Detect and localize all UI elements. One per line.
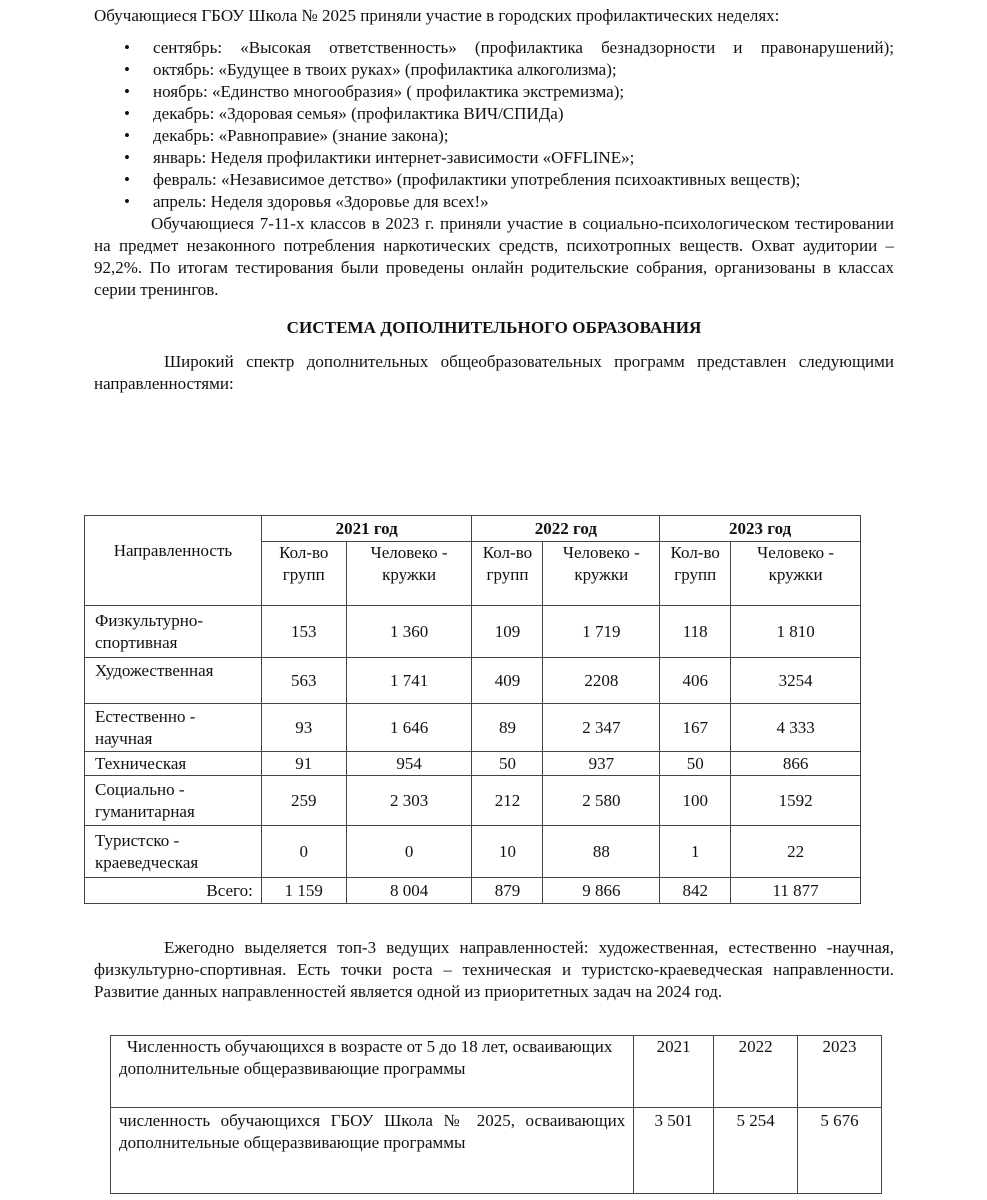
table-row: Техническая 91 954 50 937 50 866 [85, 752, 861, 776]
students-count-table [110, 1035, 882, 1194]
total-row: Всего: 1 159 8 004 879 9 866 842 11 877 [85, 878, 861, 904]
header-direction: Направленность [85, 516, 262, 606]
top3-paragraph: Ежегодно выделяется топ-3 ведущих направленностей: художественная, естественно -научная, физкультурно-спортивная. Есть точки роста – техническая и туристско-краеведческая направленности. Развитие данных направленностей является одной из приоритетных задач на 2024 год. [94, 938, 894, 1001]
bullet-icon: • [124, 148, 130, 167]
year-header: 2022 [714, 1036, 798, 1108]
year-header: 2023 [798, 1036, 882, 1108]
list-item: • октябрь: «Будущее в твоих руках» (профилактика алкоголизма); [124, 60, 617, 79]
col-people-header: Человеко - кружки [731, 542, 861, 606]
list-item: • февраль: «Независимое детство» (профилактики употребления психоактивных веществ); [124, 170, 801, 189]
year-header: 2022 год [472, 516, 660, 542]
list-item: • декабрь: «Равноправие» (знание закона); [124, 126, 449, 145]
col-people-header: Человеко - кружки [346, 542, 472, 606]
row-name: Физкультурно-спортивная [85, 606, 262, 658]
list-item: • январь: Неделя профилактики интернет-зависимости «OFFLINE»; [124, 148, 635, 167]
table-row: Физкультурно-спортивная 153 1 360 109 1 719 118 1 810 [85, 606, 861, 658]
col-groups-header: Кол-во групп [472, 542, 543, 606]
total-label: Всего: [85, 878, 262, 904]
bullet-icon: • [124, 192, 130, 211]
count-row-label: численность обучающихся ГБОУ Школа № 2025, осваивающих дополнительные общеразвивающие программы [111, 1108, 634, 1194]
count-header-label: Численность обучающихся в возрасте от 5 до 18 лет, осваивающих дополнительные общеразвивающие программы [111, 1036, 634, 1108]
bullet-icon: • [124, 170, 130, 189]
prevention-weeks-list [94, 37, 894, 213]
row-name: Техническая [85, 752, 262, 776]
col-groups-header: Кол-во групп [261, 542, 346, 606]
table-row: Художественная 563 1 741 409 2208 406 3254 [85, 658, 861, 704]
testing-paragraph: Обучающиеся 7-11-х классов в 2023 г. приняли участие в социально-психологическом тестировании на предмет незаконного потребления наркотических средств, психотропных веществ. Охват аудитории – 92,2%. По итогам тестирования были проведены онлайн родительские собрания, организованы в классах серии тренингов. [94, 214, 894, 299]
col-groups-header: Кол-во групп [660, 542, 731, 606]
year-header: 2021 [634, 1036, 714, 1108]
programs-paragraph: Широкий спектр дополнительных общеобразовательных программ представлен следующими направленностями: [94, 352, 894, 393]
table-row: Естественно - научная 93 1 646 89 2 347 167 4 333 [85, 704, 861, 752]
row-name: Естественно - научная [85, 704, 262, 752]
bullet-icon: • [124, 104, 130, 123]
col-people-header: Человеко - кружки [543, 542, 660, 606]
table-row: Социально - гуманитарная 259 2 303 212 2 580 100 1592 [85, 776, 861, 826]
row-name: Художественная [85, 658, 262, 704]
list-item: • ноябрь: «Единство многообразия» ( профилактика экстремизма); [124, 82, 625, 101]
list-item: • апрель: Неделя здоровья «Здоровье для всех!» [124, 192, 489, 211]
directions-table [84, 515, 861, 904]
section-title: СИСТЕМА ДОПОЛНИТЕЛЬНОГО ОБРАЗОВАНИЯ [286, 318, 702, 337]
table-row: численность обучающихся ГБОУ Школа № 2025, осваивающих дополнительные общеразвивающие программы 3 501 5 254 5 676 [111, 1108, 882, 1194]
list-item: • декабрь: «Здоровая семья» (профилактика ВИЧ/СПИДа) [124, 104, 564, 123]
bullet-icon: • [124, 126, 130, 145]
row-name: Социально - гуманитарная [85, 776, 262, 826]
year-header: 2021 год [261, 516, 472, 542]
table-row: Туристско - краеведческая 0 0 10 88 1 22 [85, 826, 861, 878]
bullet-icon: • [124, 60, 130, 79]
year-header: 2023 год [660, 516, 861, 542]
intro-paragraph: Обучающиеся ГБОУ Школа № 2025 приняли участие в городских профилактических неделях: [94, 6, 780, 25]
document-page [94, 5, 894, 1152]
bullet-icon: • [124, 82, 130, 101]
row-name: Туристско - краеведческая [85, 826, 262, 878]
list-item: • сентябрь: «Высокая ответственность» (профилактика безнадзорности и правонарушений); [124, 38, 894, 57]
bullet-icon: • [124, 38, 130, 57]
